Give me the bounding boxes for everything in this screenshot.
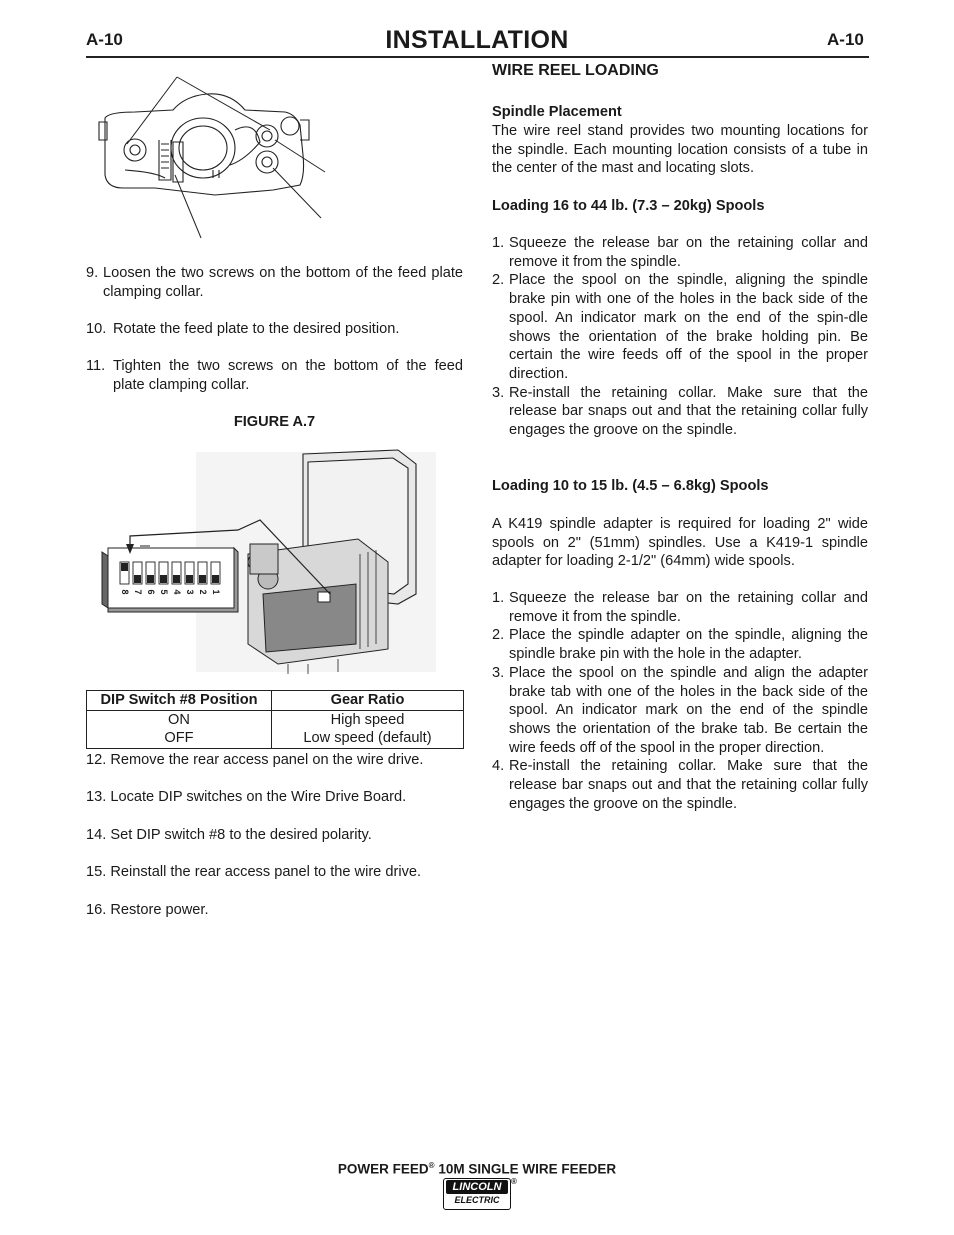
dip-number: 5: [159, 589, 169, 595]
logo-registered-mark: ®: [511, 1177, 517, 1186]
page-number-left: A-10: [86, 30, 123, 49]
dip-switch-illustration: [98, 444, 443, 674]
list-item: 3. Re-install the retaining collar. Make sure that the release bar snaps out and that the retaining collar fully engages the groove on the spindle.: [492, 384, 868, 439]
table-cell: OFF: [87, 729, 272, 748]
spindle-heading: Spindle Placement: [492, 104, 622, 120]
table-cell: ON: [87, 710, 272, 729]
table-header-row: [87, 691, 464, 711]
heavy-spool-steps: [492, 234, 868, 440]
dip-number: 7: [133, 589, 143, 595]
list-item: 16. Restore power.: [86, 901, 209, 918]
list-item: 11. Tighten the two screws on the bottom of the feed plate clamping collar.: [86, 358, 463, 394]
header-rule: [86, 56, 869, 58]
figure-label: FIGURE A.7: [233, 414, 316, 430]
page-number-right: A-10: [827, 30, 864, 49]
list-item: 3. Place the spool on the spindle and align the adapter brake tab with one of the holes in the back side of the spool. An indicator mark on the end of the spindle shows the orientation of the brake tab. Be certain the wire feeds off of the spool in the proper direction.: [492, 664, 868, 756]
footer-product: POWER FEED® 10M SINGLE WIRE FEEDER: [337, 1161, 617, 1177]
list-item: 10. Rotate the feed plate to the desired position.: [86, 321, 400, 338]
list-item: 4. Re-install the retaining collar. Make sure that the release bar snaps out and that the retaining collar fully engages the groove on the spindle.: [492, 758, 868, 812]
list-item: 12. Remove the rear access panel on the wire drive.: [86, 752, 424, 768]
dip-number: 6: [146, 589, 156, 595]
light-spool-heading: Loading 10 to 15 lb. (4.5 – 6.8kg) Spools: [492, 478, 769, 494]
heavy-spool-heading: Loading 16 to 44 lb. (7.3 – 20kg) Spools: [492, 198, 765, 214]
list-item: 2. Place the spool on the spindle, aligning the spindle brake pin with one of the holes in the back side of the spool. An indicator mark on the end of the spin-dle shows the orientation of the brake holding pin. Be certain the wire feeds off of the spool in the proper direction.: [492, 272, 868, 382]
lincoln-electric-logo: LINCOLN ELECTRIC: [443, 1178, 511, 1210]
light-spool-intro: A K419 spindle adapter is required for loading 2" wide spools on 2" (51mm) spindles. Use a K419-1 spindle adapter for loading 2-1/2" (64mm) wide spools.: [492, 516, 868, 570]
dip-number: 2: [198, 589, 208, 595]
dip-number: 1: [211, 589, 221, 595]
feed-plate-illustration: [95, 70, 335, 245]
dip-number: 8: [120, 589, 130, 595]
spindle-body: The wire reel stand provides two mounting locations for the spindle. Each mounting location consists of a tube in the center of the mast and locating slots.: [492, 123, 868, 177]
list-item: 14. Set DIP switch #8 to the desired polarity.: [86, 826, 372, 843]
list-item: 1. Squeeze the release bar on the retaining collar and remove it from the spindle.: [492, 590, 868, 625]
dip-number: 3: [185, 589, 195, 595]
dip-number: 4: [172, 589, 182, 595]
page-title: INSTALLATION: [385, 26, 569, 54]
list-item: 9. Loosen the two screws on the bottom of the feed plate clamping collar.: [86, 265, 463, 300]
list-item: 13. Locate DIP switches on the Wire Drive Board.: [86, 789, 407, 806]
steps-9-to-11: [86, 264, 463, 395]
section-title: WIRE REEL LOADING: [492, 62, 659, 79]
table-cell: High speed: [272, 710, 464, 729]
table-row: [87, 710, 464, 729]
table-row: [87, 729, 464, 748]
steps-12-to-16: [86, 751, 463, 919]
table-cell: Low speed (default): [272, 729, 464, 748]
table-header: DIP Switch #8 Position: [87, 691, 272, 711]
list-item: 1. Squeeze the release bar on the retaining collar and remove it from the spindle.: [492, 235, 868, 270]
list-item: 15. Reinstall the rear access panel to the wire drive.: [86, 864, 422, 881]
gear-ratio-table: [86, 690, 464, 749]
list-item: 2. Place the spindle adapter on the spindle, aligning the spindle brake pin with the hole in the adapter.: [492, 627, 868, 663]
table-header: Gear Ratio: [272, 691, 464, 711]
light-spool-steps: [492, 589, 868, 813]
